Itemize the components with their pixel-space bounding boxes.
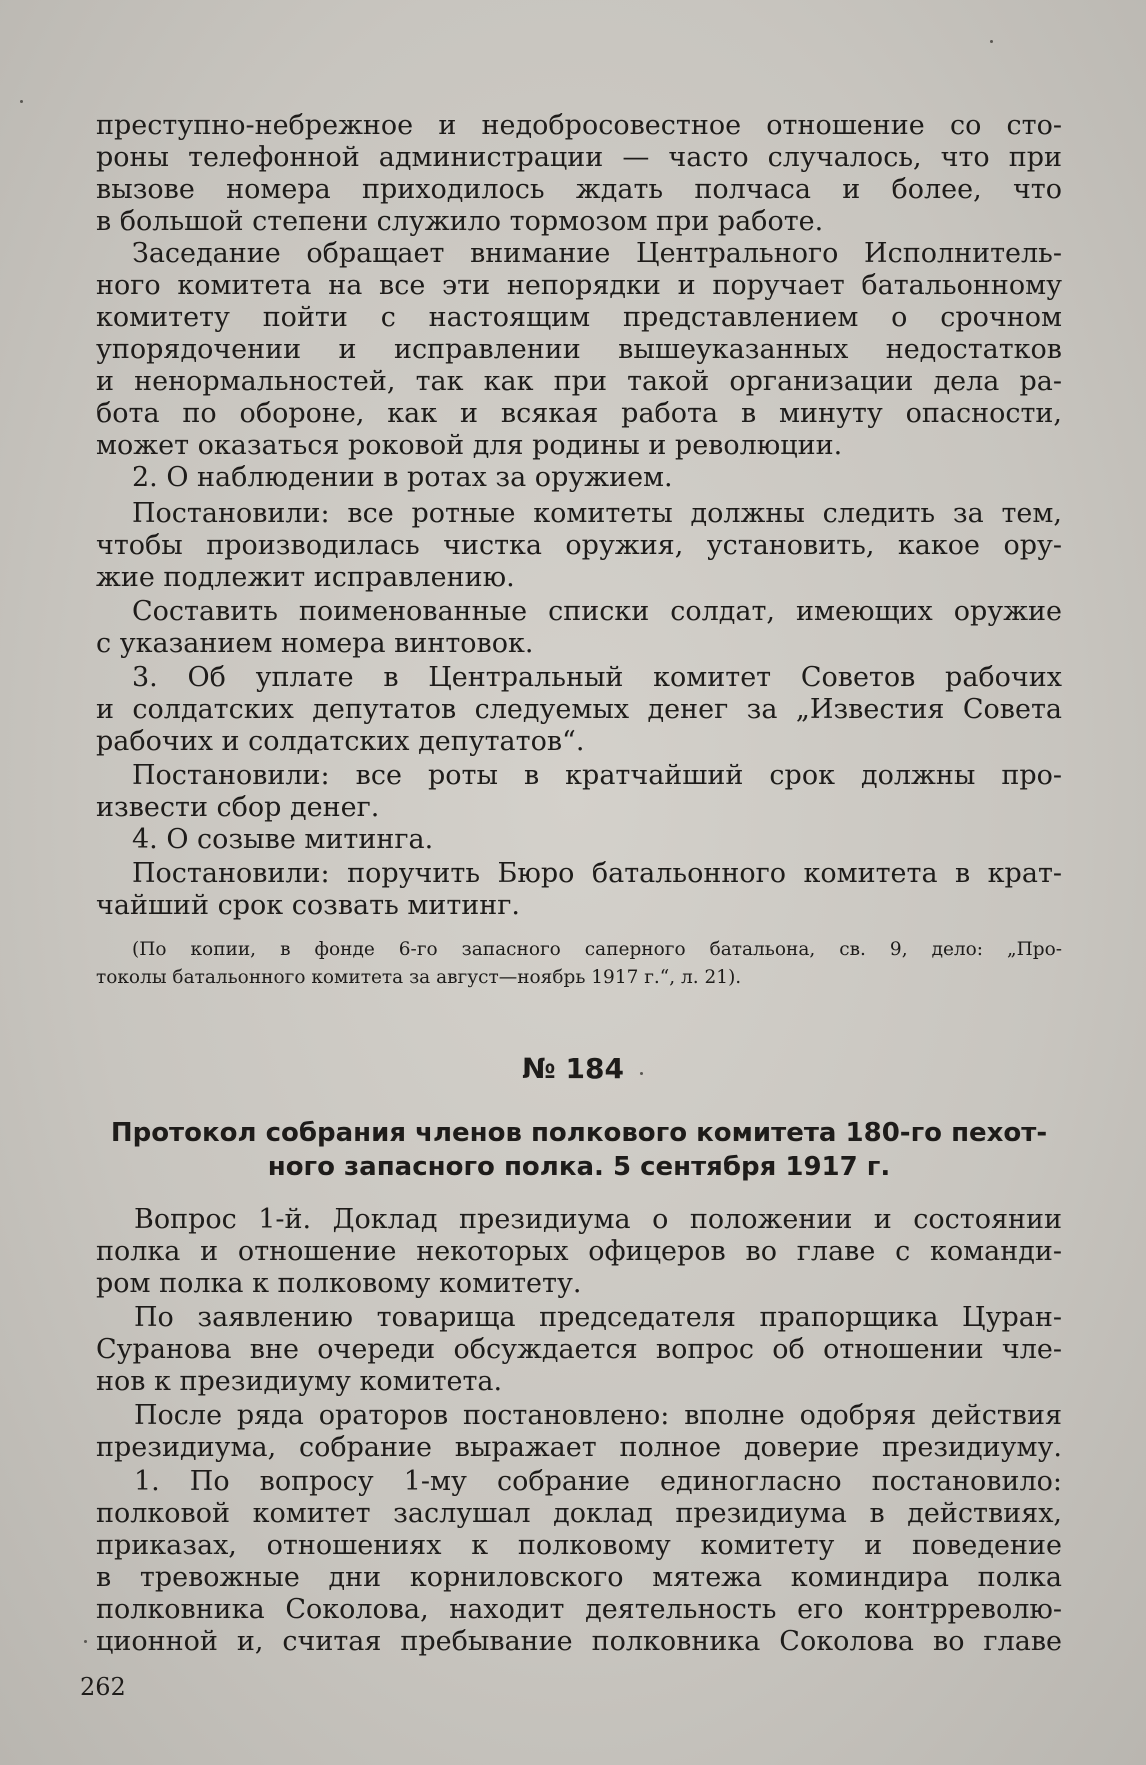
text-line: приказах, отношениях к полковому комитету и поведение (96, 1530, 1062, 1561)
source-note-line: (По копии, в фонде 6-го запасного саперного батальона, св. 9, дело: „Про- (132, 939, 1062, 960)
text-line: вызове номера приходилось ждать полчаса и более, что (96, 174, 1062, 205)
print-speck (20, 100, 23, 103)
text-line: Постановили: поручить Бюро батальонного комитета в крат- (132, 858, 1062, 889)
text-line: Составить поименованные списки солдат, имеющих оружие (132, 596, 1062, 627)
text-line: президиума, собрание выражает полное доверие президиуму. (96, 1432, 1062, 1463)
text-line: Заседание обращает внимание Центрального Исполнитель- (132, 238, 1062, 269)
text-line: преступно-небрежное и недобросовестное отношение со сто- (96, 110, 1062, 141)
text-line: ционной и, считая пребывание полковника Соколова во главе (96, 1626, 1062, 1657)
text-line: 2. О наблюдении в ротах за оружием. (132, 462, 673, 493)
text-line: ром полка к полковому комитету. (96, 1268, 582, 1299)
text-line: Суранова вне очереди обсуждается вопрос об отношении чле- (96, 1334, 1062, 1365)
text-line: Постановили: все роты в кратчайший срок должны про- (132, 760, 1062, 791)
text-line: 1. По вопросу 1-му собрание единогласно постановило: (134, 1466, 1062, 1497)
text-line: ного комитета на все эти непорядки и поручает батальонному (96, 270, 1062, 301)
text-line: упорядочении и исправлении вышеуказанных недостатков (96, 334, 1062, 365)
text-line: роны телефонной администрации — часто случалось, что при (96, 142, 1062, 173)
text-line: После ряда ораторов постановлено: вполне одобряя действия (134, 1400, 1062, 1431)
text-line: 3. Об уплате в Центральный комитет Советов рабочих (132, 662, 1062, 693)
text-line: комитету пойти с настоящим представлением о срочном (96, 302, 1062, 333)
text-line: По заявлению товарища председателя прапорщика Цуран- (134, 1302, 1062, 1333)
print-speck (990, 40, 993, 43)
text-line: в большой степени служило тормозом при работе. (96, 206, 824, 237)
text-line: нов к президиуму комитета. (96, 1366, 503, 1397)
text-line: полковника Соколова, находит деятельность его контрреволю- (96, 1594, 1062, 1625)
text-line: полковой комитет заслушал доклад президиума в действиях, (96, 1498, 1062, 1529)
text-line: чайший срок созвать митинг. (96, 890, 521, 921)
text-line: извести сбор денег. (96, 792, 380, 823)
text-line: чтобы производилась чистка оружия, установить, какое ору- (96, 530, 1062, 561)
print-speck (84, 1640, 87, 1643)
document-heading-line: ного запасного полка. 5 сентября 1917 г. (267, 1152, 891, 1182)
text-line: в тревожные дни корниловского мятежа коминдира полка (96, 1562, 1062, 1593)
document-heading-line: Протокол собрания членов полкового комитета 180-го пехот- (110, 1118, 1048, 1148)
text-line: бота по обороне, как и всякая работа в минуту опасности, (96, 398, 1062, 429)
text-line: жие подлежит исправлению. (96, 562, 515, 593)
text-line: рабочих и солдатских депутатов“. (96, 726, 585, 757)
source-note-line: токолы батальонного комитета за август—ноябрь 1917 г.“, л. 21). (96, 967, 742, 988)
text-line: с указанием номера винтовок. (96, 628, 534, 659)
document-number: № 184 (522, 1052, 624, 1085)
page-number: 262 (80, 1673, 126, 1701)
text-line: Постановили: все ротные комитеты должны следить за тем, (132, 498, 1062, 529)
print-speck (640, 1072, 643, 1075)
text-line: полка и отношение некоторых офицеров во главе с команди- (96, 1236, 1062, 1267)
text-line: и солдатских депутатов следуемых денег за „Известия Совета (96, 694, 1062, 725)
text-line: и ненормальностей, так как при такой организации дела ра- (96, 366, 1062, 397)
text-line: может оказаться роковой для родины и революции. (96, 430, 843, 461)
text-line: 4. О созыве митинга. (132, 824, 434, 855)
text-line: Вопрос 1-й. Доклад президиума о положении и состоянии (134, 1204, 1062, 1235)
